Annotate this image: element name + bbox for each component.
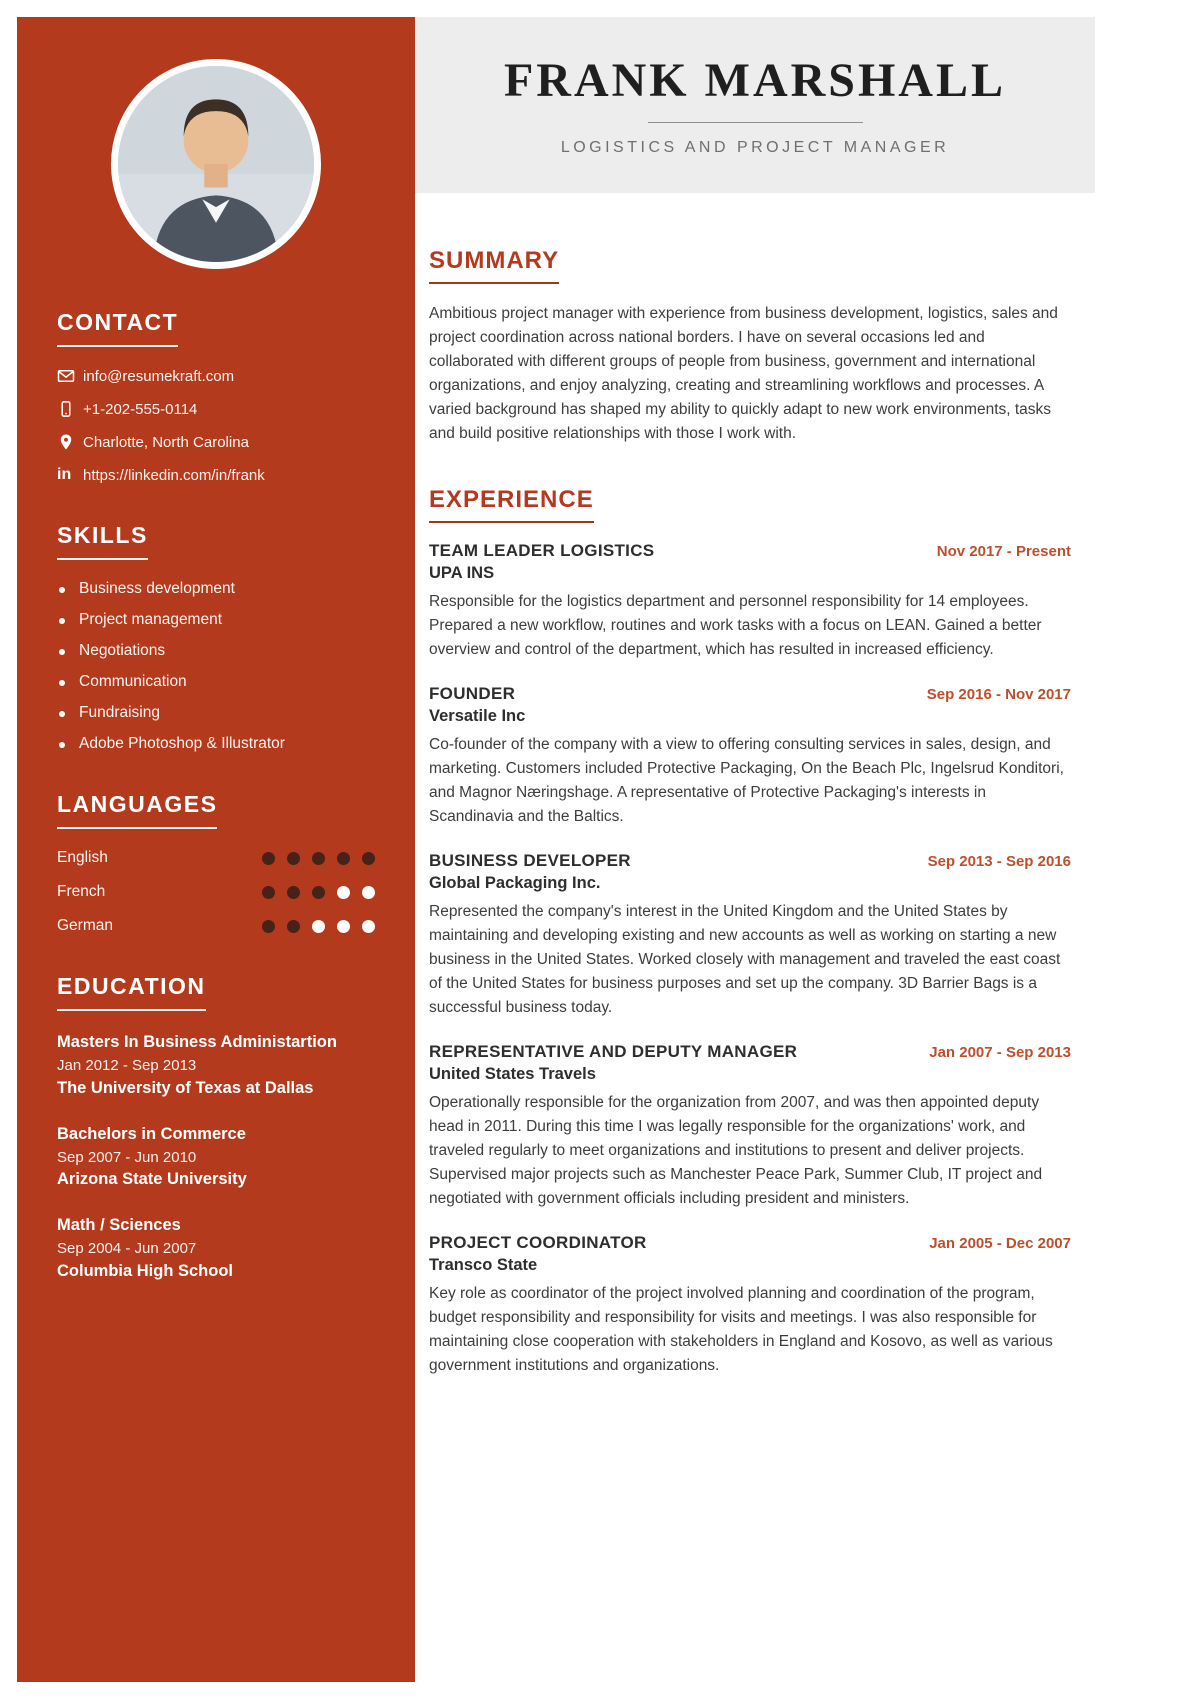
skill-item: Project management — [57, 611, 375, 629]
skills-list — [57, 580, 375, 753]
experience-item — [429, 851, 1071, 1020]
experience-item-header — [429, 684, 1071, 704]
education-school: Arizona State University — [57, 1170, 247, 1189]
location-pin-icon — [57, 433, 83, 451]
experience-dates: Jan 2005 - Dec 2007 — [929, 1235, 1071, 1253]
contact-item-phone — [57, 400, 375, 418]
contact-heading: CONTACT — [57, 309, 178, 347]
experience-title: REPRESENTATIVE AND DEPUTY MANAGER — [429, 1042, 798, 1062]
education-entry — [57, 1031, 375, 1101]
experience-item-header — [429, 1233, 1071, 1253]
skills-section — [57, 522, 375, 753]
experience-item — [429, 1042, 1071, 1211]
avatar-illustration — [118, 66, 314, 262]
summary-section — [429, 247, 1071, 446]
experience-dates: Jan 2007 - Sep 2013 — [929, 1044, 1071, 1062]
experience-item — [429, 541, 1071, 662]
experience-description: Co-founder of the company with a view to offering consulting services in sales, design, and marketing. Customers included Protective Packaging, On the Beach Plc, Ingelsrud Konditori, and Magnor Næringshage. A representative of Protective Packaging's interests in Scandinavia and the Baltics. — [429, 736, 1064, 826]
level-dot-empty — [362, 886, 375, 899]
email-link[interactable]: info@resumekraft.com — [83, 367, 235, 385]
level-dot-filled — [262, 886, 275, 899]
phone-icon — [57, 400, 83, 418]
experience-item-header — [429, 541, 1071, 561]
language-level-dots — [262, 920, 375, 933]
summary-text: Ambitious project manager with experience from business development, logistics, sales and project coordination across national borders. I have on several occasions led and collaborated with different groups of people from business, government and international organizations, and enjoy analyzing, creating and streamlining workflows and processes. A varied background has shaped my ability to quickly adapt to new work environments, tasks and build positive relationships with those I work with. — [429, 305, 1058, 443]
experience-title: BUSINESS DEVELOPER — [429, 851, 631, 871]
education-degree: Masters In Business Administartion — [57, 1033, 337, 1051]
skills-heading: SKILLS — [57, 522, 148, 560]
languages-heading: LANGUAGES — [57, 791, 217, 829]
level-dot-filled — [362, 852, 375, 865]
experience-dates: Sep 2016 - Nov 2017 — [926, 686, 1071, 704]
level-dot-filled — [287, 886, 300, 899]
experience-dates: Sep 2013 - Sep 2016 — [927, 853, 1071, 871]
experience-company: Transco State — [429, 1256, 538, 1275]
education-degree: Math / Sciences — [57, 1216, 181, 1235]
education-dates: Sep 2004 - Jun 2007 — [57, 1240, 197, 1258]
education-entry — [57, 1214, 375, 1284]
education-heading: EDUCATION — [57, 973, 206, 1011]
experience-description: Operationally responsible for the organization from 2007, and was then appointed deputy head in 2011. During this time I was legally responsible for the organizations' work, and traveled regularly to meet organizations and institutions to present and deliver projects. Supervised major projects such as Manchester Peace Park, Summer Club, IT project and negotiated with government officials including president and ministers. — [429, 1094, 1043, 1208]
level-dot-empty — [362, 920, 375, 933]
education-entry — [57, 1123, 375, 1193]
education-dates: Jan 2012 - Sep 2013 — [57, 1056, 197, 1074]
education-degree: Bachelors in Commerce — [57, 1124, 246, 1143]
envelope-icon — [57, 367, 83, 385]
language-label: English — [57, 849, 108, 866]
level-dot-empty — [312, 920, 325, 933]
languages-section — [57, 791, 375, 935]
language-label: French — [57, 883, 106, 900]
linkedin-link[interactable]: https://linkedin.com/in/frank — [83, 466, 265, 484]
language-level-dots — [262, 886, 375, 899]
level-dot-filled — [287, 920, 300, 933]
phone-number: +1-202-555-0114 — [83, 400, 198, 418]
education-section — [57, 973, 375, 1284]
contact-item-linkedin — [57, 466, 375, 484]
language-row — [57, 917, 375, 935]
level-dot-filled — [262, 920, 275, 933]
experience-section — [429, 486, 1071, 1378]
experience-item — [429, 684, 1071, 829]
profile-photo — [111, 59, 321, 269]
experience-description: Key role as coordinator of the project involved planning and coordination of the program, budget responsibility and responsibility for visits and meetings. I was also responsible for maintaining close cooperation with stakeholders in England and Kosovo, as well as various government institutions and organizations. — [429, 1285, 1053, 1375]
job-title: LOGISTICS AND PROJECT MANAGER — [560, 139, 950, 156]
education-school: Columbia High School — [57, 1261, 233, 1280]
skill-item: Communication — [57, 673, 375, 691]
experience-company: UPA INS — [429, 564, 495, 583]
experience-title: TEAM LEADER LOGISTICS — [429, 541, 655, 561]
contact-item-location — [57, 433, 375, 451]
experience-description: Represented the company's interest in the United Kingdom and the United States by maintaining and developing existing and new accounts as well as working on starting a new business in the United States. Worked closely with management and traveled the east coast of the United States for business purposes and set up the company. 3D Barrier Bags is a successful business today. — [429, 903, 1061, 1017]
experience-heading: EXPERIENCE — [429, 486, 594, 523]
level-dot-empty — [337, 886, 350, 899]
main-content — [415, 17, 1183, 1682]
experience-title: FOUNDER — [429, 684, 516, 704]
language-level-dots — [262, 852, 375, 865]
location-text: Charlotte, North Carolina — [83, 433, 249, 451]
experience-company: Global Packaging Inc. — [429, 874, 601, 893]
contact-section — [57, 309, 375, 484]
experience-description: Responsible for the logistics department and personnel responsibility for 14 employees. Prepared a new workflow, routines and work tasks with a focus on LEAN. Gained a better overview and control of the department, which has resulted in increased efficiency. — [429, 593, 1042, 659]
contact-item-email — [57, 367, 375, 385]
experience-title: PROJECT COORDINATOR — [429, 1233, 647, 1253]
level-dot-empty — [337, 920, 350, 933]
level-dot-filled — [262, 852, 275, 865]
education-school: The University of Texas at Dallas — [57, 1078, 314, 1097]
language-row — [57, 883, 375, 901]
skill-item: Business development — [57, 580, 375, 598]
level-dot-filled — [337, 852, 350, 865]
experience-item-header — [429, 851, 1071, 871]
level-dot-filled — [287, 852, 300, 865]
skill-item: Adobe Photoshop & Illustrator — [57, 735, 375, 753]
skill-item: Negotiations — [57, 642, 375, 660]
linkedin-icon: in — [57, 466, 72, 483]
experience-company: Versatile Inc — [429, 707, 526, 726]
summary-heading: SUMMARY — [429, 247, 559, 284]
experience-item-header — [429, 1042, 1071, 1062]
language-row — [57, 849, 375, 867]
education-dates: Sep 2007 - Jun 2010 — [57, 1148, 197, 1166]
skill-item: Fundraising — [57, 704, 375, 722]
sidebar — [17, 17, 415, 1682]
language-label: German — [57, 917, 113, 934]
page-title: FRANK MARSHALL — [503, 54, 1006, 107]
level-dot-filled — [312, 886, 325, 899]
header-banner — [415, 17, 1095, 193]
experience-company: United States Travels — [429, 1065, 596, 1084]
experience-item — [429, 1233, 1071, 1378]
name-divider — [648, 122, 863, 123]
level-dot-filled — [312, 852, 325, 865]
experience-dates: Nov 2017 - Present — [936, 543, 1071, 561]
